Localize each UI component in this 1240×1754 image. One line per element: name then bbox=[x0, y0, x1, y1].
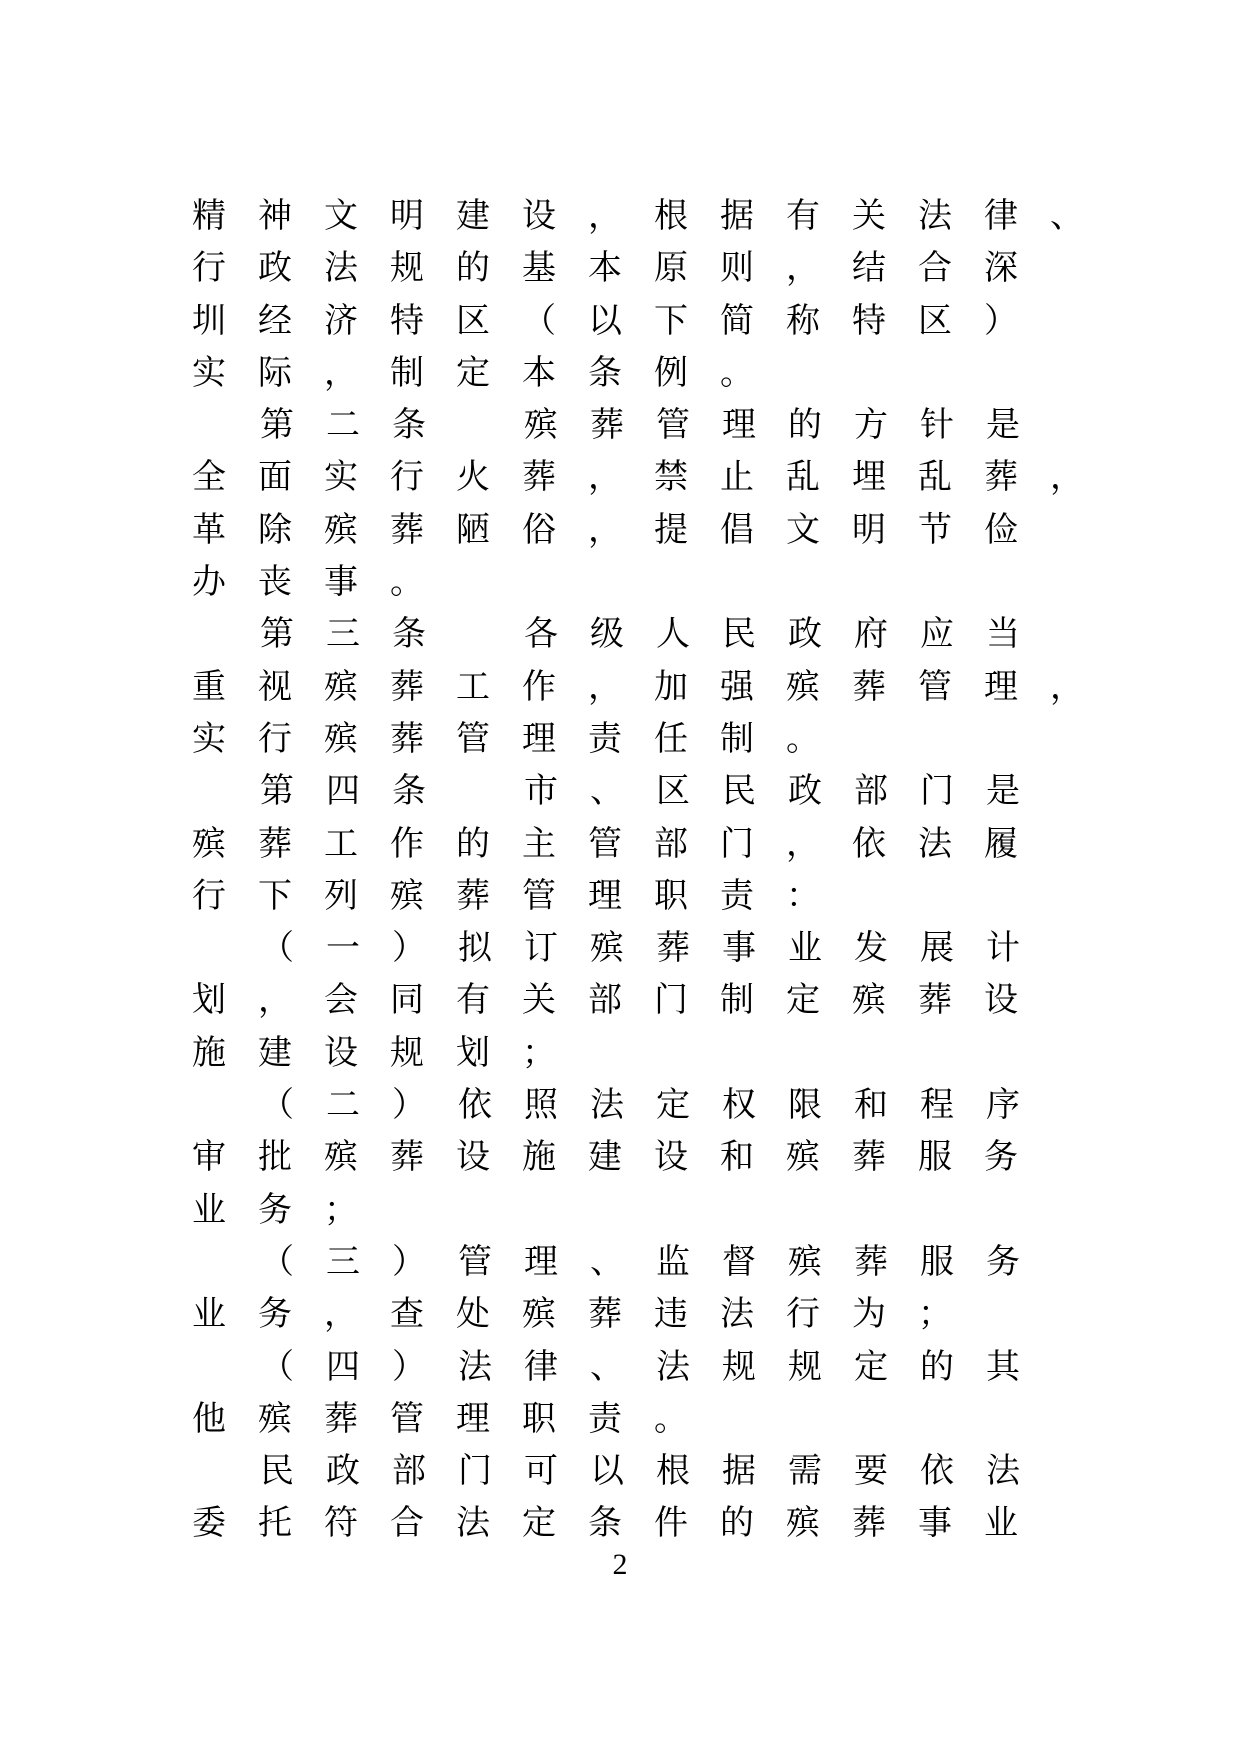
text-line: 施建设规划； bbox=[192, 1032, 588, 1073]
text-line: 办丧事。 bbox=[192, 562, 456, 603]
body-text bbox=[192, 190, 1116, 1550]
text-line: 重视殡葬工作，加强殡葬管理， bbox=[192, 666, 1116, 707]
text-line: 业务； bbox=[192, 1189, 390, 1230]
text-line: 审批殡葬设施建设和殡葬服务 bbox=[192, 1137, 1050, 1178]
text-line: 业务，查处殡葬违法行为； bbox=[192, 1294, 984, 1335]
text-line: 圳经济特区（以下简称特区） bbox=[192, 300, 1050, 341]
text-line: 他殡葬管理职责。 bbox=[192, 1398, 720, 1439]
text-line: 实行殡葬管理责任制。 bbox=[192, 718, 852, 759]
text-line: 行政法规的基本原则，结合深 bbox=[192, 248, 1050, 289]
text-line: （四）法律、法规规定的其 bbox=[260, 1346, 1052, 1387]
text-line: 全面实行火葬，禁止乱埋乱葬， bbox=[192, 457, 1116, 498]
text-line: 实际，制定本条例。 bbox=[192, 352, 786, 393]
page-number: 2 bbox=[612, 1548, 628, 1581]
text-line: 民政部门可以根据需要依法 bbox=[260, 1451, 1052, 1492]
text-line: 行下列殡葬管理职责： bbox=[192, 875, 852, 916]
text-line: 第二条 殡葬管理的方针是 bbox=[260, 405, 1052, 446]
text-line: （三）管理、监督殡葬服务 bbox=[260, 1241, 1052, 1282]
text-line: 第四条 市、区民政部门是 bbox=[260, 771, 1052, 812]
text-line: （一）拟订殡葬事业发展计 bbox=[260, 928, 1052, 969]
text-line: 划，会同有关部门制定殡葬设 bbox=[192, 980, 1050, 1021]
text-line: 第三条 各级人民政府应当 bbox=[260, 614, 1052, 655]
text-line: 殡葬工作的主管部门，依法履 bbox=[192, 823, 1050, 864]
text-line: 革除殡葬陋俗，提倡文明节俭 bbox=[192, 509, 1050, 550]
text-line: （二）依照法定权限和程序 bbox=[260, 1085, 1052, 1126]
text-line: 委托符合法定条件的殡葬事业 bbox=[192, 1503, 1050, 1544]
text-line: 精神文明建设，根据有关法律、 bbox=[192, 196, 1116, 236]
